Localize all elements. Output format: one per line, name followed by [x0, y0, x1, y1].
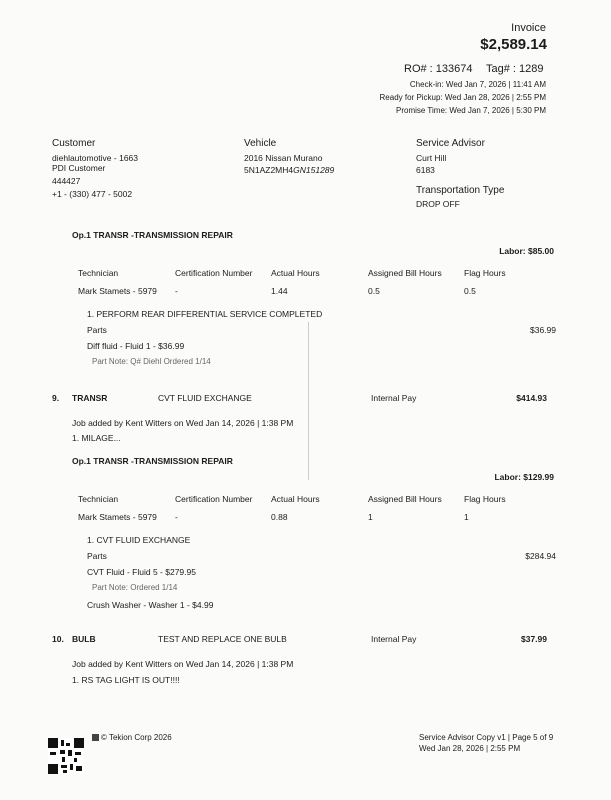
- part-item: Diff fluid - Fluid 1 - $36.99: [87, 341, 185, 351]
- copyright-text: © Tekion Corp 2026: [101, 733, 172, 742]
- part-note: Part Note: Ordered 1/14: [92, 583, 178, 592]
- operation-title-text: Op.1 TRANSR -TRANSMISSION REPAIR: [72, 230, 233, 240]
- col-bill-hours: Assigned Bill Hours: [368, 268, 442, 278]
- ready-time: Ready for Pickup: Wed Jan 28, 2026 | 2:55 PM: [379, 93, 546, 102]
- vehicle-heading: Vehicle: [244, 138, 277, 149]
- job-pay-type: Internal Pay: [371, 393, 417, 403]
- parts-total: $284.94: [525, 551, 556, 561]
- col-flag-hours: Flag Hours: [464, 494, 506, 504]
- customer-phone: +1 - (330) 477 - 5002: [52, 189, 133, 199]
- ro-number: RO# : 133674: [404, 63, 473, 75]
- invoice-total: $2,589.14: [480, 36, 547, 53]
- col-certification: Certification Number: [175, 494, 253, 504]
- job-note: 1. MILAGE...: [72, 433, 121, 443]
- tech-actual: 0.88: [271, 512, 288, 522]
- job-number: 9.: [52, 393, 60, 403]
- job-number: 10.: [52, 634, 64, 644]
- vehicle-model: 2016 Nissan Murano: [244, 153, 323, 163]
- footer-date: Wed Jan 28, 2026 | 2:55 PM: [419, 744, 521, 753]
- labor-total: Labor: $129.99: [494, 472, 554, 482]
- labor-total: Labor: $85.00: [499, 246, 554, 256]
- document-type: Invoice: [511, 22, 546, 34]
- job-code: TRANSR: [72, 393, 108, 403]
- job-pay-type: Internal Pay: [371, 634, 417, 644]
- tech-bill: 1: [368, 512, 373, 522]
- vehicle-vin: [244, 165, 334, 175]
- parts-label: Parts: [87, 325, 107, 335]
- checkin-time: Check-in: Wed Jan 7, 2026 | 11:41 AM: [409, 80, 546, 89]
- tech-flag: 1: [464, 512, 469, 522]
- step-description: 1. CVT FLUID EXCHANGE: [87, 535, 191, 545]
- job-description: CVT FLUID EXCHANGE: [158, 393, 252, 403]
- job-amount: $414.93: [516, 393, 547, 403]
- col-technician: Technician: [78, 268, 119, 278]
- col-certification: Certification Number: [175, 268, 253, 278]
- advisor-id: 6183: [416, 165, 435, 175]
- divider-line: [308, 322, 309, 480]
- col-technician: Technician: [78, 494, 119, 504]
- tech-actual: 1.44: [271, 286, 288, 296]
- operation-title: [72, 230, 233, 240]
- promise-time: Promise Time: Wed Jan 7, 2026 | 5:30 PM: [396, 106, 546, 115]
- tech-cert: -: [175, 512, 178, 522]
- job-code: BULB: [72, 634, 96, 644]
- parts-label: Parts: [87, 551, 107, 561]
- col-bill-hours: Assigned Bill Hours: [368, 494, 442, 504]
- parts-total: $36.99: [530, 325, 556, 335]
- transport-heading: Transportation Type: [416, 185, 505, 196]
- tech-name: Mark Stamets - 5979: [78, 512, 157, 522]
- operation-title: Op.1 TRANSR -TRANSMISSION REPAIR: [72, 456, 233, 466]
- col-actual-hours: Actual Hours: [271, 494, 320, 504]
- job-amount: $37.99: [521, 634, 547, 644]
- customer-number: 444427: [52, 176, 81, 186]
- tech-cert: -: [175, 286, 178, 296]
- footer-copyright: [92, 733, 172, 742]
- tag-number: Tag# : 1289: [486, 63, 544, 75]
- step-description: 1. PERFORM REAR DIFFERENTIAL SERVICE COMPLETED: [87, 309, 323, 319]
- part-item: Crush Washer - Washer 1 - $4.99: [87, 600, 214, 610]
- vin-prefix: 5N1AZ2MH4: [244, 165, 294, 175]
- advisor-name: Curt Hill: [416, 153, 447, 163]
- customer-name: diehlautomotive - 1663: [52, 153, 139, 163]
- customer-type: PDI Customer: [52, 163, 106, 173]
- tekion-logo-icon: [92, 734, 99, 741]
- vin-suffix: GN151289: [293, 165, 335, 175]
- job-description: TEST AND REPLACE ONE BULB: [158, 634, 287, 644]
- col-actual-hours: Actual Hours: [271, 268, 320, 278]
- qr-code-icon: [48, 738, 84, 774]
- transport-value: DROP OFF: [416, 199, 460, 209]
- job-added-by: Job added by Kent Witters on Wed Jan 14, 2026 | 1:38 PM: [72, 418, 294, 428]
- footer-copy-info: Service Advisor Copy v1 | Page 5 of 9: [419, 733, 554, 742]
- tech-bill: 0.5: [368, 286, 380, 296]
- advisor-heading: Service Advisor: [416, 138, 485, 149]
- tech-flag: 0.5: [464, 286, 476, 296]
- job-note: 1. RS TAG LIGHT IS OUT!!!!: [72, 675, 180, 685]
- part-note: Part Note: Q# Diehl Ordered 1/14: [92, 357, 211, 366]
- col-flag-hours: Flag Hours: [464, 268, 506, 278]
- job-added-by: Job added by Kent Witters on Wed Jan 14, 2026 | 1:38 PM: [72, 659, 294, 669]
- customer-heading: Customer: [52, 138, 96, 149]
- tech-name: Mark Stamets - 5979: [78, 286, 157, 296]
- part-item: CVT Fluid - Fluid 5 - $279.95: [87, 567, 196, 577]
